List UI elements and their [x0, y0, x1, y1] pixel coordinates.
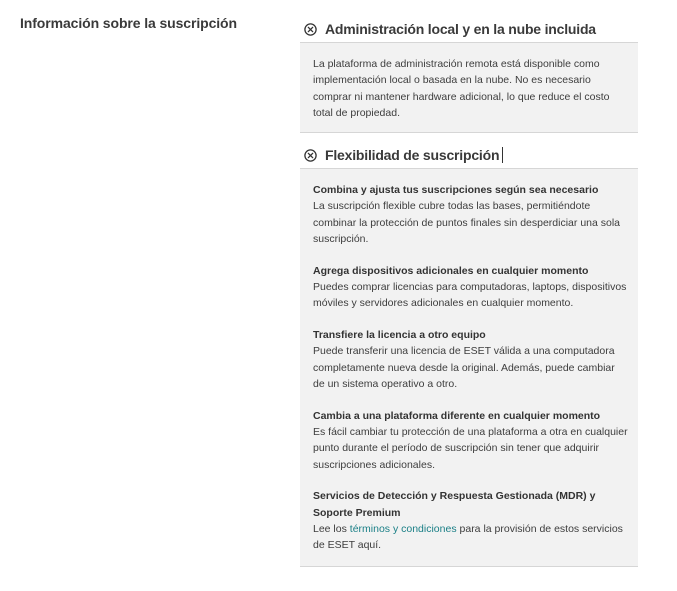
- feature-title: Servicios de Detección y Respuesta Gestionada (MDR) y Soporte Premium: [313, 490, 596, 519]
- feature-text: Es fácil cambiar tu protección de una plataforma a otra en cualquier punto durante el período de suscripción sin tener que adquirir suscripciones adicionales.: [313, 426, 628, 471]
- feature-text: La suscripción flexible cubre todas las bases, permitiéndote combinar la protección de puntos finales sin desperdiciar una sola suscripción.: [313, 200, 621, 245]
- feature-block: [313, 488, 628, 553]
- feature-block: [313, 408, 628, 473]
- feature-text: [313, 521, 628, 554]
- feature-title: Agrega dispositivos adicionales en cualquier momento: [313, 264, 589, 277]
- feature-block: [313, 327, 628, 392]
- text-cursor: [502, 147, 503, 163]
- terms-link[interactable]: términos y condiciones: [349, 523, 457, 536]
- feature-text: Puede transferir una licencia de ESET válida a una computadora completamente nueva desde la original. Además, puede cambiar de un sistema operativo a otro.: [313, 345, 615, 390]
- feature-title: Cambia a una plataforma diferente en cualquier momento: [313, 409, 601, 422]
- feature-text-after: para la provisión de estos servicios de ESET aquí.: [313, 523, 623, 552]
- page-heading: Información sobre la suscripción: [20, 15, 237, 31]
- section-title: Administración local y en la nube incluida: [325, 21, 596, 37]
- feature-block: [313, 182, 628, 247]
- accordion-panel-cloud-management: [300, 43, 638, 133]
- close-circle-icon[interactable]: [304, 23, 317, 36]
- accordion-header-cloud-management[interactable]: [300, 16, 638, 43]
- accordion-section-cloud-management: [300, 16, 638, 133]
- close-circle-icon[interactable]: [304, 149, 317, 162]
- accordion-panel-subscription-flexibility: [300, 169, 638, 567]
- section-title: Flexibilidad de suscripción: [325, 147, 500, 163]
- feature-title: Combina y ajusta tus suscripciones según sea necesario: [313, 184, 599, 196]
- accordion-header-subscription-flexibility[interactable]: [300, 142, 638, 169]
- feature-text-before: Lee los: [313, 523, 350, 536]
- feature-title: Transfiere la licencia a otro equipo: [313, 329, 486, 342]
- feature-text: Puedes comprar licencias para computadoras, laptops, dispositivos móviles y servidores adicionales en cualquier momento.: [313, 280, 627, 310]
- feature-block: [313, 263, 628, 312]
- accordion-section-subscription-flexibility: [300, 142, 638, 567]
- section-body-text: La plataforma de administración remota está disponible como implementación local o basada en la nube. No es necesario comprar ni mantener hardware adicional, lo que reduce el costo total de propiedad.: [313, 58, 610, 119]
